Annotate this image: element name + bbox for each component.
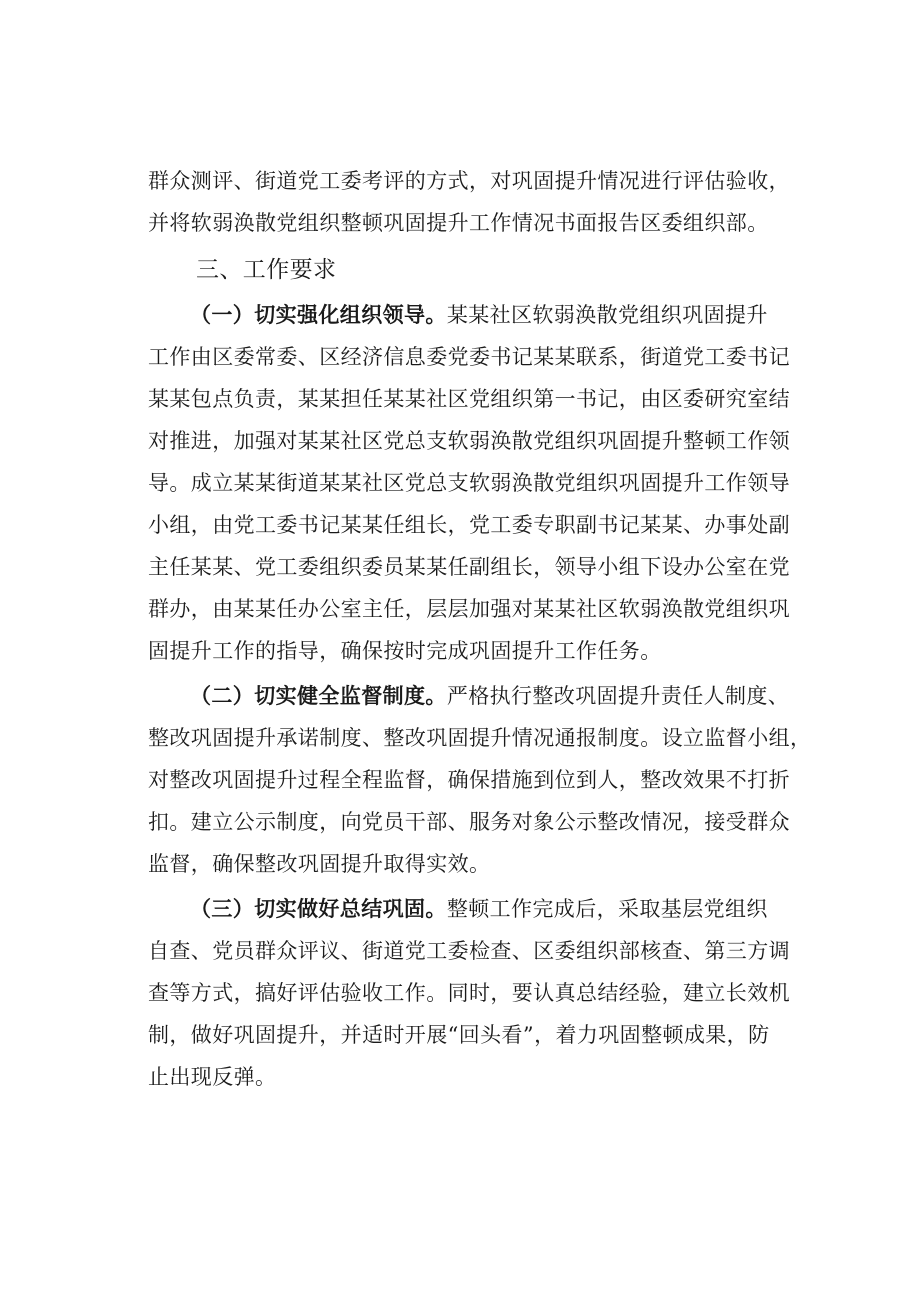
paragraph-line: 对推进，加强对某某社区党总支软弱涣散党组织巩固提升整顿工作领 [148,429,790,453]
paragraph-line: 止出现反弹。 [148,1065,277,1089]
paragraph-line: 固提升工作的指导，确保按时完成巩固提升工作任务。 [148,639,662,663]
paragraph-line: 小组，由党工委书记某某任组长，党工委专职副书记某某、办事处副 [148,513,790,537]
paragraph-first-line [148,888,808,930]
paragraph-text: 某某社区软弱涣散党组织巩固提升 [446,303,768,327]
paragraph-line: 查等方式，搞好评估验收工作。同时，要认真总结经验，建立长效机 [148,981,790,1005]
paragraph-supervision-system [148,675,812,885]
paragraph-line: 主任某某、党工委组织委员某某任副组长，领导小组下设办公室在党 [148,555,790,579]
paragraph-line: 整改巩固提升承诺制度、整改巩固提升情况通报制度。设立监督小组， [148,726,812,750]
paragraph-line: 自查、党员群众评议、街道党工委检查、区委组织部核查、第三方调 [148,939,790,963]
paragraph-title: （三）切实做好总结巩固。 [190,896,447,921]
intro-line: 群众测评、街道党工委考评的方式，对巩固提升情况进行评估验收， [148,169,790,193]
paragraph-title: （二）切实健全监督制度。 [190,683,447,708]
paragraph-first-line [148,294,808,336]
paragraph-text: 整顿工作完成后，采取基层党组织 [446,897,768,921]
intro-line: 并将软弱涣散党组织整顿巩固提升工作情况书面报告区委组织部。 [148,211,769,235]
paragraph-line: 扣。建立公示制度，向党员干部、服务对象公示整改情况，接受群众 [148,810,790,834]
paragraph-first-line [148,675,808,717]
paragraph-line: 监督，确保整改巩固提升取得实效。 [148,852,491,876]
paragraph-title: （一）切实强化组织领导。 [190,302,447,327]
paragraph-line: 制，做好巩固提升，并适时开展“回头看”，着力巩固整顿成果，防 [148,1023,770,1047]
section-heading: 三、工作要求 [196,257,337,283]
paragraph-organization-leadership [148,294,808,672]
paragraph-line: 某某包点负责，某某担任某某社区党组织第一书记，由区委研究室结 [148,387,790,411]
paragraph-text: 严格执行整改巩固提升责任人制度、 [446,684,790,708]
paragraph-line: 工作由区委常委、区经济信息委党委书记某某联系，街道党工委书记 [148,345,790,369]
paragraph-line: 导。成立某某街道某某社区党总支软弱涣散党组织巩固提升工作领导 [148,471,790,495]
paragraph-summary-consolidation [148,888,808,1098]
document-body [148,160,812,1098]
paragraph-line: 群办，由某某任办公室主任，层层加强对某某社区软弱涣散党组织巩 [148,597,790,621]
paragraph-line: 对整改巩固提升过程全程监督，确保措施到位到人，整改效果不打折 [148,768,790,792]
